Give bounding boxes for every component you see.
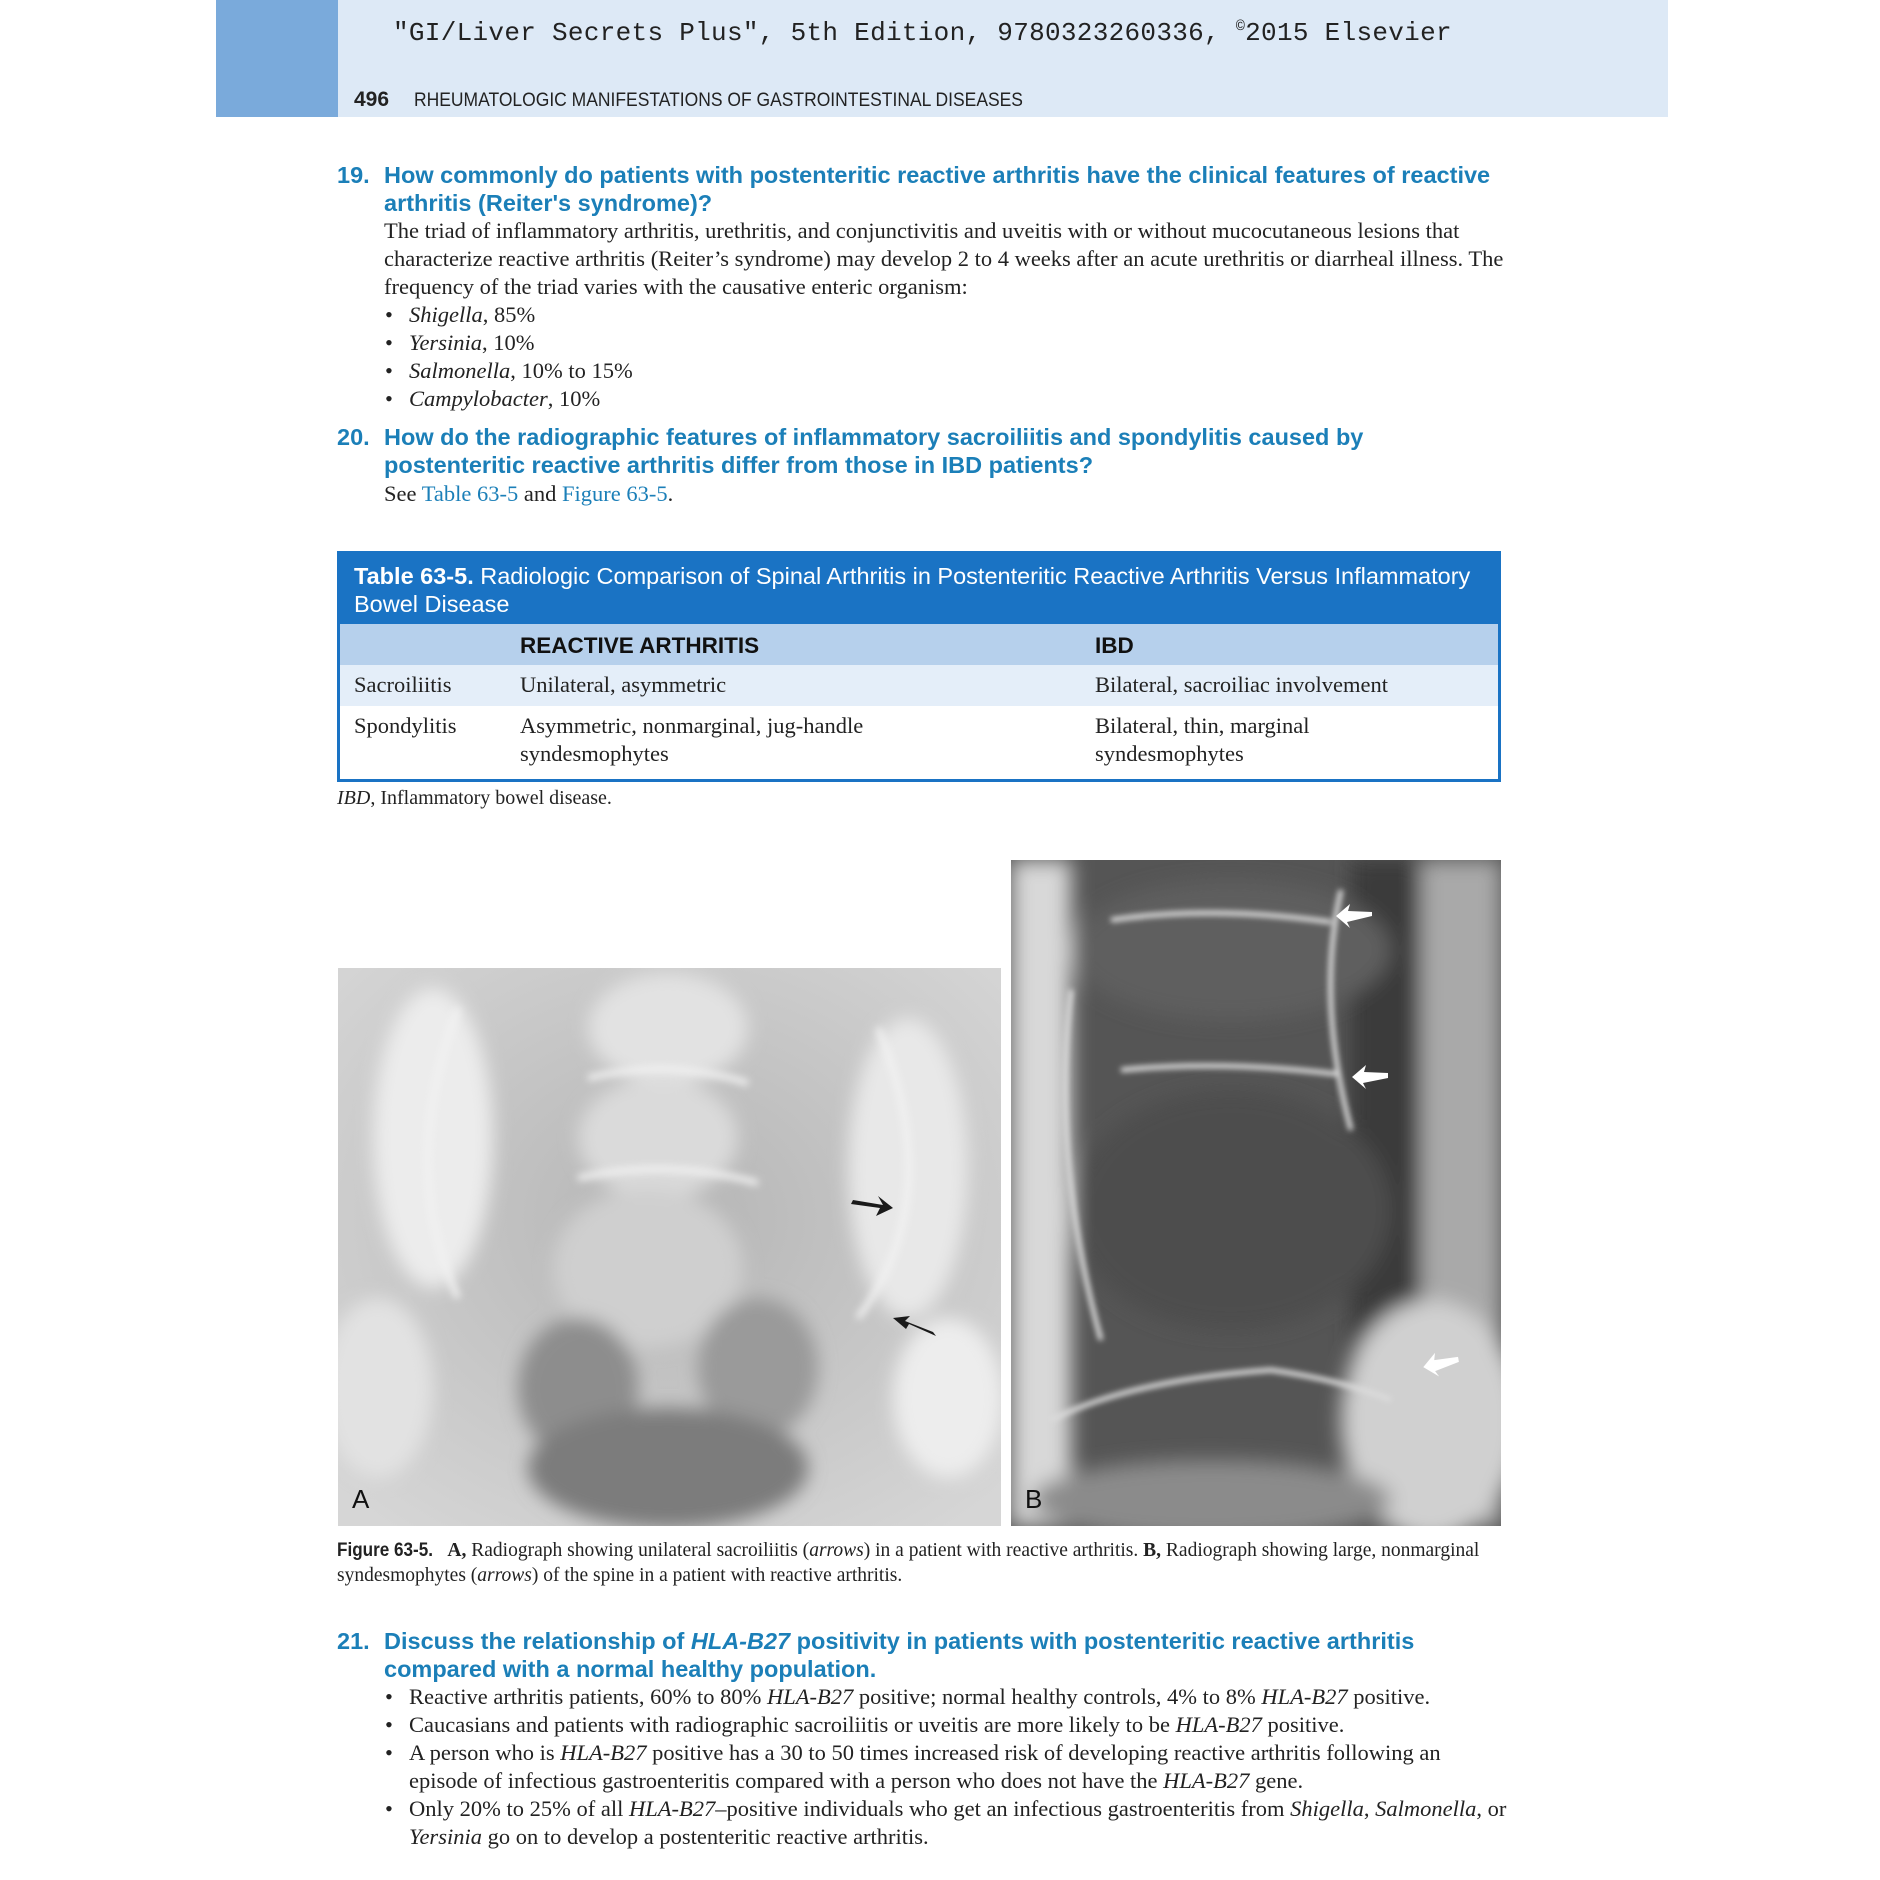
- column-header-ibd: IBD: [1095, 633, 1134, 658]
- table-63-5: [337, 551, 1501, 782]
- footnote-abbreviation: IBD: [337, 787, 371, 809]
- question-20-answer: See Table 63-5 and Figure 63-5.: [384, 481, 674, 506]
- question-19-answer: The triad of inflammatory arthritis, urethritis, and conjunctivitis and uveitis with or without mucocutaneous lesions that characterize reactive arthritis (Reiter’s syndrome) may develop 2 to 4 weeks after an acute urethritis or diarrheal illness. The frequency of the triad varies with the causative enteric organism:: [384, 218, 1504, 299]
- question-text: Discuss the relationship of HLA-B27 positivity in patients with postenteritic reactive arthritis compared with a normal healthy population.: [384, 1628, 1415, 1682]
- organism-frequency-list: [384, 301, 1509, 413]
- list-item: • Only 20% to 25% of all HLA-B27–positive individuals who get an infectious gastroenteritis from Shigella, Salmonella, or Yersinia go on to develop a postenteritic reactive arthritis.: [384, 1795, 1509, 1851]
- list-item: • Shigella, 85%: [384, 301, 1509, 329]
- header-color-tab: [216, 0, 338, 117]
- figure-63-5-panel-a-radiograph: [338, 968, 1001, 1526]
- hla-b27-facts-list: [384, 1683, 1509, 1851]
- list-item: • Salmonella, 10% to 15%: [384, 357, 1509, 385]
- figure-caption: Figure 63-5. A, Radiograph showing unilateral sacroiliitis (arrows) in a patient with reactive arthritis. B, Radiograph showing large, nonmarginal syndesmophytes (arrows) of the spine in a patient with reactive arthritis.: [337, 1540, 1480, 1586]
- table-row: [340, 706, 1498, 779]
- panel-label-a: A: [352, 1484, 370, 1514]
- page-number: 496: [354, 88, 390, 111]
- figure-label: Figure 63-5.: [337, 1540, 433, 1561]
- watermark-text: "GI/Liver Secrets Plus", 5th Edition, 9780323260336,: [393, 18, 1236, 48]
- table-footnote: [337, 787, 612, 810]
- question-number: 20.: [337, 424, 370, 450]
- table-row: [340, 665, 1498, 706]
- question-text: How do the radiographic features of inflammatory sacroiliitis and spondylitis caused by postenteritic reactive arthritis differ from those in IBD patients?: [384, 424, 1364, 478]
- list-item: • Yersinia, 10%: [384, 329, 1509, 357]
- reactive-cell: Unilateral, asymmetric: [520, 672, 727, 697]
- figure-cross-reference-link[interactable]: Figure 63-5: [561, 481, 668, 506]
- question-21-heading: [337, 1627, 1457, 1683]
- ibd-cell: Bilateral, thin, marginal syndesmophytes: [1095, 713, 1310, 766]
- question-20-heading: [337, 423, 1377, 479]
- running-head: RHEUMATOLOGIC MANIFESTATIONS OF GASTROINTESTINAL DISEASES: [414, 90, 1023, 111]
- question-text: How commonly do patients with postenteritic reactive arthritis have the clinical features of reactive arthritis (Reiter's syndrome)?: [384, 162, 1491, 216]
- list-item: • Caucasians and patients with radiographic sacroiliitis or uveitis are more likely to be HLA-B27 positive.: [384, 1711, 1509, 1739]
- list-item: • A person who is HLA-B27 positive has a 30 to 50 times increased risk of developing reactive arthritis following an episode of infectious gastroenteritis compared with a person who does not have the HLA-B27 gene.: [384, 1739, 1509, 1795]
- row-feature: Spondylitis: [354, 713, 457, 738]
- row-feature: Sacroiliitis: [354, 672, 452, 697]
- table-label: Table 63-5.: [354, 563, 474, 589]
- pelvis-radiograph-image: [338, 968, 1001, 1526]
- table-cross-reference-link[interactable]: Table 63-5: [421, 481, 519, 506]
- book-watermark: [393, 18, 1452, 48]
- table-header-row: [340, 624, 1498, 665]
- table-title: [340, 554, 1498, 624]
- column-header-reactive-arthritis: REACTIVE ARTHRITIS: [520, 633, 760, 658]
- reactive-cell: Asymmetric, nonmarginal, jug-handle syndesmophytes: [520, 713, 864, 766]
- question-number: 19.: [337, 162, 370, 188]
- copyright-symbol: ©: [1235, 18, 1246, 36]
- question-number: 21.: [337, 1628, 370, 1654]
- list-item: • Reactive arthritis patients, 60% to 80% HLA-B27 positive; normal healthy controls, 4% to 8% HLA-B27 positive.: [384, 1683, 1509, 1711]
- ibd-cell: Bilateral, sacroiliac involvement: [1095, 672, 1389, 697]
- list-item: • Campylobacter, 10%: [384, 385, 1509, 413]
- figure-63-5-panel-b-radiograph: [1011, 860, 1501, 1526]
- footnote-text: , Inflammatory bowel disease.: [370, 787, 612, 809]
- spine-radiograph-image: [1011, 860, 1501, 1526]
- question-19-heading: [337, 161, 1507, 217]
- panel-label-b: B: [1025, 1484, 1043, 1514]
- table-caption: Radiologic Comparison of Spinal Arthritis in Postenteritic Reactive Arthritis Versus Inflammatory Bowel Disease: [354, 563, 1471, 617]
- watermark-year: 2015 Elsevier: [1245, 18, 1452, 48]
